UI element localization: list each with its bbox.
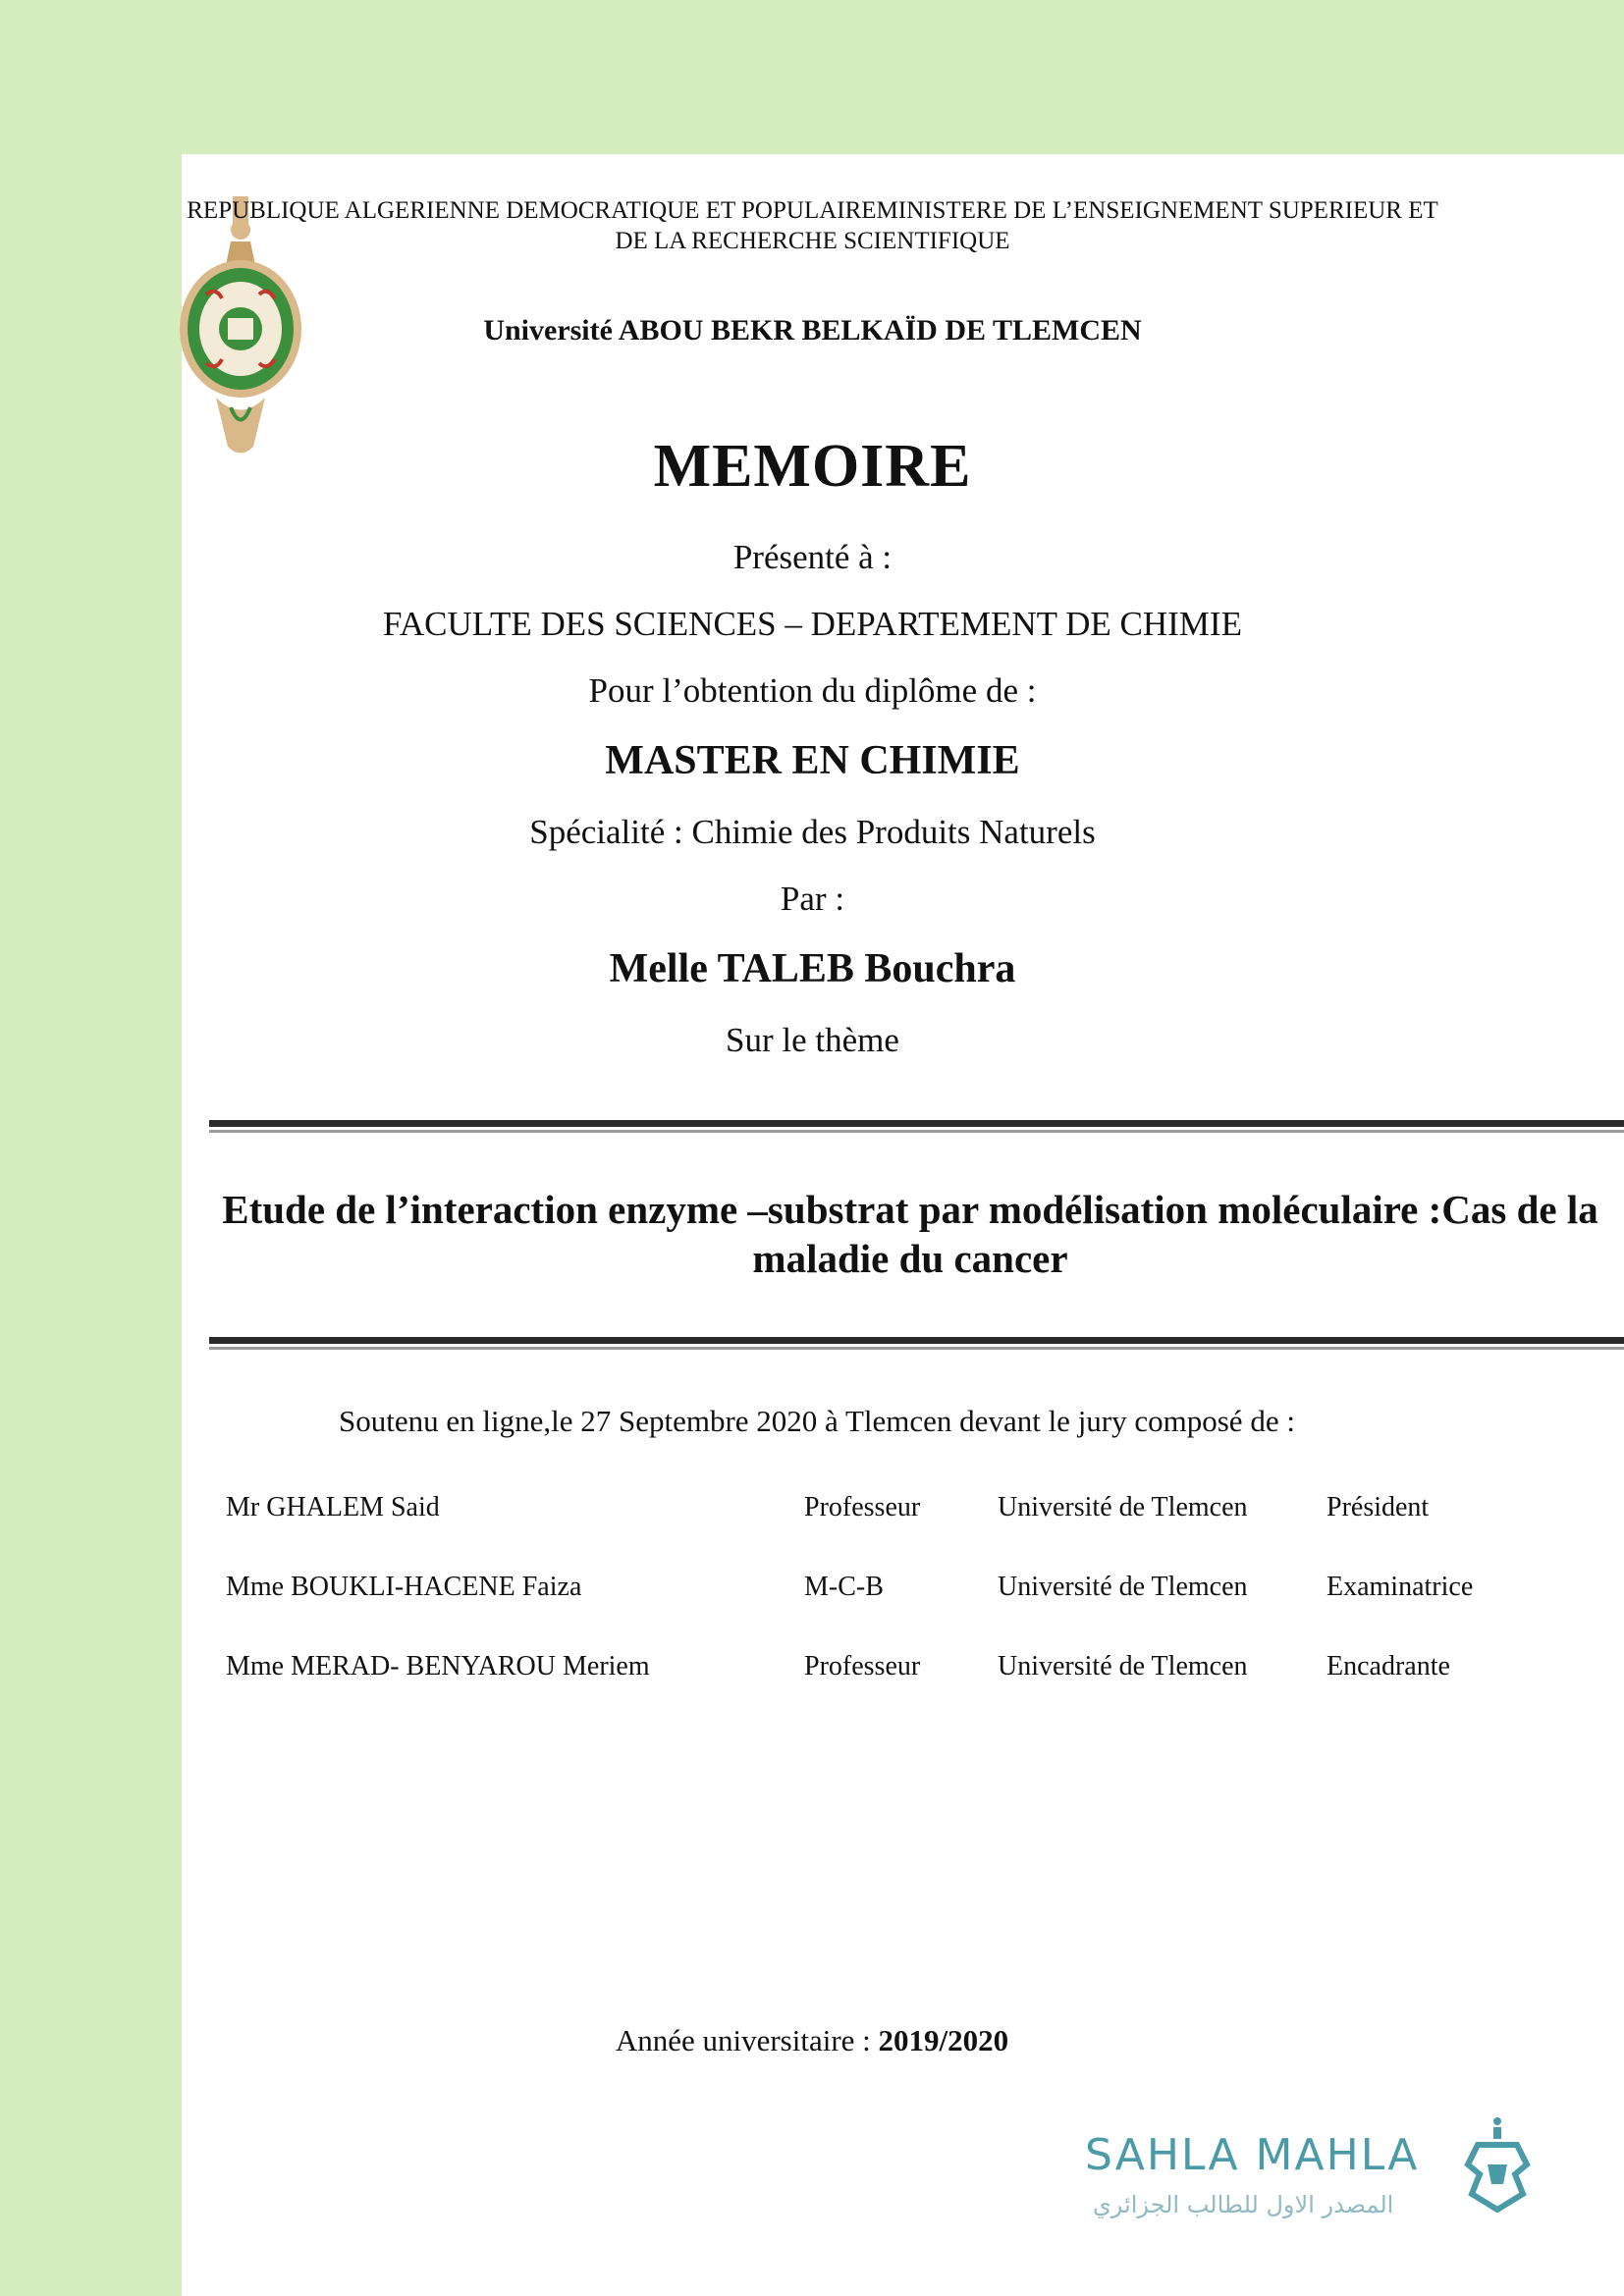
title-rule-top: [209, 1120, 1624, 1133]
jury-row: [0, 1492, 1624, 1531]
presented-label: Présenté à :: [732, 538, 893, 576]
degree-name: MASTER EN CHIMIE: [605, 738, 1020, 783]
academic-year: [0, 2023, 1624, 2058]
jury-name: Mr GHALEM Said: [226, 1492, 440, 1522]
jury-university: Université de Tlemcen: [998, 1572, 1248, 1602]
document-type: MEMOIRE: [653, 433, 972, 500]
jury-name: Mme MERAD- BENYAROU Meriem: [226, 1651, 650, 1682]
green-border-top: [0, 0, 1624, 154]
jury-university: Université de Tlemcen: [998, 1651, 1248, 1682]
sahla-mahla-logo-icon: [1458, 2115, 1546, 2214]
university-name: Université ABOU BEKR BELKAÏD DE TLEMCEN: [483, 314, 1142, 347]
speciality: Spécialité : Chimie des Produits Naturels: [529, 813, 1096, 851]
jury-rank: Professeur: [804, 1651, 921, 1682]
faculty-name: FACULTE DES SCIENCES – DEPARTEMENT DE CHIMIE: [383, 605, 1242, 643]
author-name: Melle TALEB Bouchra: [609, 946, 1016, 991]
obtention-label: Pour l’obtention du diplôme de :: [588, 671, 1037, 710]
jury-role: Examinatrice: [1326, 1572, 1474, 1602]
jury-rank: Professeur: [804, 1492, 921, 1522]
jury-rank: M-C-B: [804, 1572, 884, 1602]
by-label: Par :: [780, 880, 845, 918]
academic-year-value: 2019/2020: [878, 2023, 1009, 2057]
jury-role: Encadrante: [1326, 1651, 1450, 1682]
jury-role: Président: [1326, 1492, 1430, 1522]
jury-row: [0, 1651, 1624, 1690]
brand-tagline: المصدر الاول للطالب الجزائري: [1093, 2191, 1394, 2218]
defense-statement: Soutenu en ligne,le 27 Septembre 2020 à Tlemcen devant le jury composé de :: [339, 1404, 1295, 1438]
green-border-left: [0, 0, 182, 2296]
theme-label: Sur le thème: [726, 1021, 899, 1059]
brand-name: SAHLA MAHLA: [1085, 2130, 1420, 2180]
jury-row: [0, 1572, 1624, 1611]
sahla-mahla-watermark: [1085, 2130, 1546, 2228]
academic-year-label: Année universitaire :: [615, 2023, 871, 2057]
title-rule-bottom: [209, 1337, 1624, 1350]
jury-university: Université de Tlemcen: [998, 1492, 1248, 1522]
ministry-header: REPUBLIQUE ALGERIENNE DEMOCRATIQUE ET POPULAIREMINISTERE DE L’ENSEIGNEMENT SUPERIEUR ET DE LA RECHERCHE SCIENTIFIQUE: [187, 197, 1438, 254]
jury-name: Mme BOUKLI-HACENE Faiza: [226, 1572, 582, 1602]
thesis-title: Etude de l’interaction enzyme –substrat par modélisation moléculaire :Cas de la maladie du cancer: [222, 1187, 1598, 1281]
